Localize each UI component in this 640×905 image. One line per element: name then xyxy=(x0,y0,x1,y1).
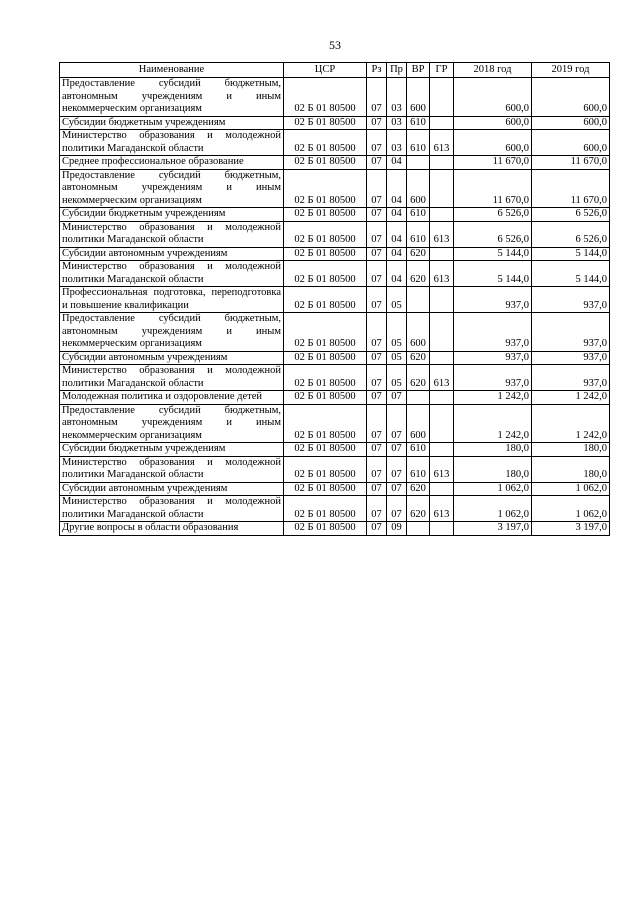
cell-2018: 3 197,0 xyxy=(454,522,532,536)
cell-2019: 180,0 xyxy=(532,456,610,482)
cell-2018: 6 526,0 xyxy=(454,221,532,247)
cell-gr: 613 xyxy=(430,496,454,522)
cell-vr xyxy=(407,391,430,405)
cell-csr: 02 Б 01 80500 xyxy=(284,496,367,522)
cell-gr: 613 xyxy=(430,365,454,391)
cell-2019: 600,0 xyxy=(532,116,610,130)
table-row xyxy=(60,482,610,496)
budget-table xyxy=(59,62,610,536)
cell-pr: 07 xyxy=(387,456,407,482)
table-row xyxy=(60,169,610,208)
cell-rz: 07 xyxy=(367,221,387,247)
cell-csr: 02 Б 01 80500 xyxy=(284,351,367,365)
cell-gr: 613 xyxy=(430,130,454,156)
cell-2018: 1 062,0 xyxy=(454,482,532,496)
column-header-gr: ГР xyxy=(430,63,454,78)
cell-rz: 07 xyxy=(367,78,387,117)
cell-csr: 02 Б 01 80500 xyxy=(284,208,367,222)
cell-pr: 04 xyxy=(387,261,407,287)
cell-rz: 07 xyxy=(367,365,387,391)
cell-csr: 02 Б 01 80500 xyxy=(284,456,367,482)
cell-csr: 02 Б 01 80500 xyxy=(284,156,367,170)
cell-2018: 937,0 xyxy=(454,313,532,352)
column-header-rz: Рз xyxy=(367,63,387,78)
cell-gr xyxy=(430,169,454,208)
cell-rz: 07 xyxy=(367,496,387,522)
cell-csr: 02 Б 01 80500 xyxy=(284,116,367,130)
table-row xyxy=(60,247,610,261)
table-body xyxy=(60,78,610,536)
cell-name: Министерство образования и молодежной политики Магаданской области xyxy=(60,365,284,391)
table-row xyxy=(60,365,610,391)
cell-csr: 02 Б 01 80500 xyxy=(284,443,367,457)
cell-rz: 07 xyxy=(367,404,387,443)
table-row xyxy=(60,208,610,222)
cell-2018: 600,0 xyxy=(454,78,532,117)
cell-name: Субсидии бюджетным учреждениям xyxy=(60,116,284,130)
cell-pr: 04 xyxy=(387,247,407,261)
cell-2018: 11 670,0 xyxy=(454,156,532,170)
cell-csr: 02 Б 01 80500 xyxy=(284,221,367,247)
cell-gr xyxy=(430,78,454,117)
cell-vr xyxy=(407,156,430,170)
cell-name: Министерство образования и молодежной политики Магаданской области xyxy=(60,456,284,482)
cell-name: Предоставление субсидий бюджетным, автономным учреждениям и иным некоммерческим организациям xyxy=(60,313,284,352)
cell-gr xyxy=(430,247,454,261)
cell-vr: 600 xyxy=(407,78,430,117)
column-header-name: Наименование xyxy=(60,63,284,78)
column-header-csr: ЦСР xyxy=(284,63,367,78)
cell-gr: 613 xyxy=(430,261,454,287)
cell-name: Министерство образования и молодежной политики Магаданской области xyxy=(60,221,284,247)
cell-vr: 610 xyxy=(407,443,430,457)
cell-pr: 07 xyxy=(387,482,407,496)
cell-pr: 03 xyxy=(387,130,407,156)
cell-2018: 1 062,0 xyxy=(454,496,532,522)
cell-2018: 600,0 xyxy=(454,116,532,130)
cell-2019: 11 670,0 xyxy=(532,169,610,208)
cell-2019: 1 062,0 xyxy=(532,496,610,522)
cell-rz: 07 xyxy=(367,261,387,287)
cell-pr: 05 xyxy=(387,313,407,352)
cell-rz: 07 xyxy=(367,247,387,261)
cell-csr: 02 Б 01 80500 xyxy=(284,247,367,261)
column-header-2018: 2018 год xyxy=(454,63,532,78)
cell-2018: 11 670,0 xyxy=(454,169,532,208)
cell-csr: 02 Б 01 80500 xyxy=(284,313,367,352)
cell-gr xyxy=(430,482,454,496)
cell-rz: 07 xyxy=(367,456,387,482)
cell-name: Министерство образования и молодежной политики Магаданской области xyxy=(60,261,284,287)
cell-2019: 937,0 xyxy=(532,313,610,352)
cell-csr: 02 Б 01 80500 xyxy=(284,261,367,287)
cell-csr: 02 Б 01 80500 xyxy=(284,287,367,313)
table-row xyxy=(60,404,610,443)
cell-rz: 07 xyxy=(367,522,387,536)
page-number: 53 xyxy=(329,38,341,52)
table-row xyxy=(60,351,610,365)
cell-name: Предоставление субсидий бюджетным, автономным учреждениям и иным некоммерческим организациям xyxy=(60,169,284,208)
cell-2019: 937,0 xyxy=(532,365,610,391)
cell-2019: 5 144,0 xyxy=(532,261,610,287)
cell-2019: 3 197,0 xyxy=(532,522,610,536)
cell-vr: 610 xyxy=(407,130,430,156)
cell-2019: 600,0 xyxy=(532,130,610,156)
cell-vr: 620 xyxy=(407,261,430,287)
cell-pr: 05 xyxy=(387,287,407,313)
cell-vr: 600 xyxy=(407,313,430,352)
cell-pr: 05 xyxy=(387,351,407,365)
table-row xyxy=(60,130,610,156)
cell-pr: 07 xyxy=(387,404,407,443)
cell-pr: 07 xyxy=(387,443,407,457)
cell-pr: 03 xyxy=(387,78,407,117)
table-row xyxy=(60,261,610,287)
table-row xyxy=(60,221,610,247)
cell-rz: 07 xyxy=(367,169,387,208)
cell-gr xyxy=(430,404,454,443)
cell-vr: 620 xyxy=(407,351,430,365)
cell-2019: 600,0 xyxy=(532,78,610,117)
cell-rz: 07 xyxy=(367,287,387,313)
cell-vr: 620 xyxy=(407,247,430,261)
cell-pr: 07 xyxy=(387,391,407,405)
cell-pr: 05 xyxy=(387,365,407,391)
cell-vr: 610 xyxy=(407,456,430,482)
table-row xyxy=(60,443,610,457)
cell-name: Субсидии автономным учреждениям xyxy=(60,351,284,365)
cell-2018: 600,0 xyxy=(454,130,532,156)
cell-rz: 07 xyxy=(367,391,387,405)
cell-gr xyxy=(430,443,454,457)
cell-2019: 1 062,0 xyxy=(532,482,610,496)
cell-name: Субсидии автономным учреждениям xyxy=(60,247,284,261)
cell-csr: 02 Б 01 80500 xyxy=(284,404,367,443)
column-header-2019: 2019 год xyxy=(532,63,610,78)
table-row xyxy=(60,522,610,536)
cell-csr: 02 Б 01 80500 xyxy=(284,169,367,208)
cell-pr: 07 xyxy=(387,496,407,522)
cell-name: Предоставление субсидий бюджетным, автономным учреждениям и иным некоммерческим организациям xyxy=(60,404,284,443)
cell-name: Министерство образования и молодежной политики Магаданской области xyxy=(60,496,284,522)
cell-csr: 02 Б 01 80500 xyxy=(284,78,367,117)
cell-2019: 1 242,0 xyxy=(532,404,610,443)
cell-pr: 04 xyxy=(387,221,407,247)
cell-2018: 180,0 xyxy=(454,443,532,457)
cell-csr: 02 Б 01 80500 xyxy=(284,130,367,156)
cell-gr xyxy=(430,522,454,536)
cell-2018: 937,0 xyxy=(454,287,532,313)
cell-vr: 610 xyxy=(407,221,430,247)
cell-pr: 04 xyxy=(387,208,407,222)
cell-vr xyxy=(407,287,430,313)
cell-2018: 1 242,0 xyxy=(454,391,532,405)
cell-name: Профессиональная подготовка, переподготовка и повышение квалификации xyxy=(60,287,284,313)
cell-2019: 180,0 xyxy=(532,443,610,457)
cell-name: Предоставление субсидий бюджетным, автономным учреждениям и иным некоммерческим организациям xyxy=(60,78,284,117)
cell-csr: 02 Б 01 80500 xyxy=(284,522,367,536)
table-header-row xyxy=(60,63,610,78)
cell-name: Субсидии бюджетным учреждениям xyxy=(60,443,284,457)
cell-2018: 5 144,0 xyxy=(454,261,532,287)
table-row xyxy=(60,116,610,130)
cell-name: Другие вопросы в области образования xyxy=(60,522,284,536)
cell-pr: 09 xyxy=(387,522,407,536)
cell-rz: 07 xyxy=(367,313,387,352)
table-row xyxy=(60,456,610,482)
cell-csr: 02 Б 01 80500 xyxy=(284,365,367,391)
cell-gr xyxy=(430,156,454,170)
cell-name: Субсидии автономным учреждениям xyxy=(60,482,284,496)
column-header-pr: Пр xyxy=(387,63,407,78)
cell-2018: 6 526,0 xyxy=(454,208,532,222)
cell-vr: 600 xyxy=(407,404,430,443)
cell-gr xyxy=(430,313,454,352)
cell-2019: 1 242,0 xyxy=(532,391,610,405)
cell-vr: 610 xyxy=(407,208,430,222)
table-row xyxy=(60,78,610,117)
cell-vr: 600 xyxy=(407,169,430,208)
table-row xyxy=(60,156,610,170)
cell-vr: 620 xyxy=(407,482,430,496)
cell-gr: 613 xyxy=(430,221,454,247)
cell-vr: 610 xyxy=(407,116,430,130)
cell-pr: 04 xyxy=(387,156,407,170)
cell-gr xyxy=(430,208,454,222)
cell-vr: 620 xyxy=(407,365,430,391)
table-row xyxy=(60,391,610,405)
cell-2019: 6 526,0 xyxy=(532,221,610,247)
cell-2019: 937,0 xyxy=(532,351,610,365)
cell-name: Молодежная политика и оздоровление детей xyxy=(60,391,284,405)
cell-2018: 937,0 xyxy=(454,365,532,391)
cell-gr xyxy=(430,116,454,130)
cell-name: Субсидии бюджетным учреждениям xyxy=(60,208,284,222)
table-row xyxy=(60,496,610,522)
cell-rz: 07 xyxy=(367,130,387,156)
cell-gr: 613 xyxy=(430,456,454,482)
cell-gr xyxy=(430,287,454,313)
cell-2018: 5 144,0 xyxy=(454,247,532,261)
cell-vr xyxy=(407,522,430,536)
column-header-vr: ВР xyxy=(407,63,430,78)
table-row xyxy=(60,313,610,352)
cell-2018: 180,0 xyxy=(454,456,532,482)
cell-gr xyxy=(430,391,454,405)
cell-rz: 07 xyxy=(367,482,387,496)
cell-rz: 07 xyxy=(367,443,387,457)
cell-2019: 937,0 xyxy=(532,287,610,313)
cell-2018: 937,0 xyxy=(454,351,532,365)
cell-vr: 620 xyxy=(407,496,430,522)
cell-rz: 07 xyxy=(367,208,387,222)
cell-rz: 07 xyxy=(367,116,387,130)
cell-name: Министерство образования и молодежной политики Магаданской области xyxy=(60,130,284,156)
cell-2019: 5 144,0 xyxy=(532,247,610,261)
cell-rz: 07 xyxy=(367,351,387,365)
cell-2019: 6 526,0 xyxy=(532,208,610,222)
cell-pr: 03 xyxy=(387,116,407,130)
cell-csr: 02 Б 01 80500 xyxy=(284,482,367,496)
cell-2018: 1 242,0 xyxy=(454,404,532,443)
cell-rz: 07 xyxy=(367,156,387,170)
table-row xyxy=(60,287,610,313)
cell-pr: 04 xyxy=(387,169,407,208)
cell-name: Среднее профессиональное образование xyxy=(60,156,284,170)
cell-gr xyxy=(430,351,454,365)
cell-2019: 11 670,0 xyxy=(532,156,610,170)
cell-csr: 02 Б 01 80500 xyxy=(284,391,367,405)
